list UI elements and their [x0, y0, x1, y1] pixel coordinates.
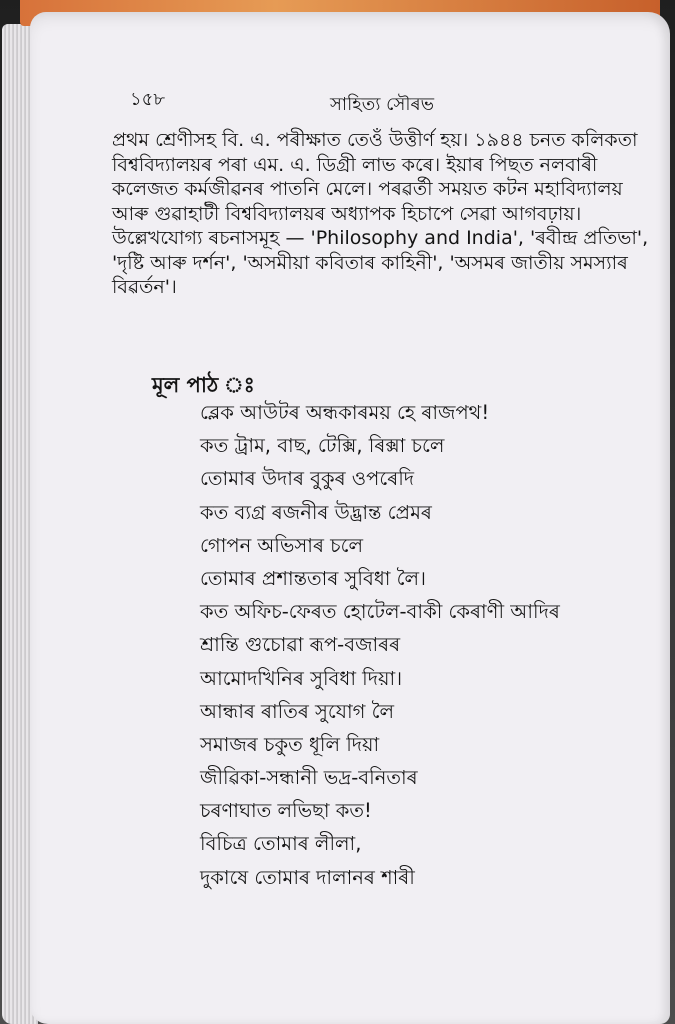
paragraph-line: কলেজত কৰ্মজীৱনৰ পাতনি মেলে। পৰৱৰ্তী সময়ত কটন মহাবিদ্যালয়: [112, 178, 623, 200]
intro-paragraph: [112, 128, 649, 300]
poem-line: সমাজৰ চকুত ধূলি দিয়া: [200, 732, 380, 756]
page-number: ১৫৮: [130, 89, 166, 110]
paragraph-line: প্ৰথম শ্ৰেণীসহ বি. এ. পৰীক্ষাত তেওঁ উত্তীৰ্ণ হয়। ১৯৪৪ চনত কলিকতা: [112, 129, 638, 151]
poem-line: কত ট্ৰাম, বাছ, টেক্সি, ৰিক্সা চলে: [200, 434, 445, 458]
paragraph-line: উল্লেখযোগ্য ৰচনাসমূহ — 'Philosophy and India', 'ৰবীন্দ্ৰ প্ৰতিভা',: [112, 227, 649, 249]
poem-line: তোমাৰ প্ৰশান্ততাৰ সুবিধা লৈ।: [200, 566, 426, 590]
section-heading: মূল পাঠ ঃ: [152, 373, 255, 397]
poem-line: আন্ধাৰ ৰাতিৰ সুযোগ লৈ: [200, 699, 395, 723]
poem-line: কত ব্যগ্ৰ ৰজনীৰ উদ্ভ্ৰান্ত প্ৰেমৰ: [200, 500, 432, 524]
poem-line: জীৱিকা-সন্ধানী ভদ্ৰ-বনিতাৰ: [200, 766, 418, 790]
poem-line: আমোদখিনিৰ সুবিধা দিয়া।: [200, 666, 403, 690]
poem-line: শ্ৰান্তি গুচোৱা ৰূপ-বজাৰৰ: [200, 633, 401, 657]
poem-line: কত অফিচ-ফেৰত হোটেল-বাকী কেৰাণী আদিৰ: [200, 600, 560, 624]
poem-line: দুকাষে তোমাৰ দালানৰ শাৰী: [200, 865, 415, 889]
poem-line: বিচিত্ৰ তোমাৰ লীলা,: [200, 832, 362, 856]
poem-line: চৰণাঘাত লভিছা কত!: [200, 799, 372, 823]
poem-line: তোমাৰ উদাৰ বুকুৰ ওপৰেদি: [200, 467, 415, 491]
paragraph-line: আৰু গুৱাহাটী বিশ্ববিদ্যালয়ৰ অধ্যাপক হিচাপে সেৱা আগবঢ়ায়।: [112, 202, 582, 225]
paragraph-line: 'দৃষ্টি আৰু দৰ্শন', 'অসমীয়া কবিতাৰ কাহিনী', 'অসমৰ জাতীয় সমস্যাৰ: [112, 251, 628, 274]
poem-line: গোপন অভিসাৰ চলে: [200, 533, 364, 557]
running-header: সাহিত্য সৌৰভ: [330, 94, 435, 115]
paragraph-line: বিশ্ববিদ্যালয়ৰ পৰা এম. এ. ডিগ্ৰী লাভ কৰে। ইয়াৰ পিছত নলবাৰী: [112, 153, 598, 176]
paragraph-line: বিৱৰ্তন'।: [112, 276, 177, 298]
poem-line: ব্লেক আউটৰ অন্ধকাৰময় হে ৰাজপথ!: [200, 401, 490, 424]
poem-text: [200, 396, 620, 894]
